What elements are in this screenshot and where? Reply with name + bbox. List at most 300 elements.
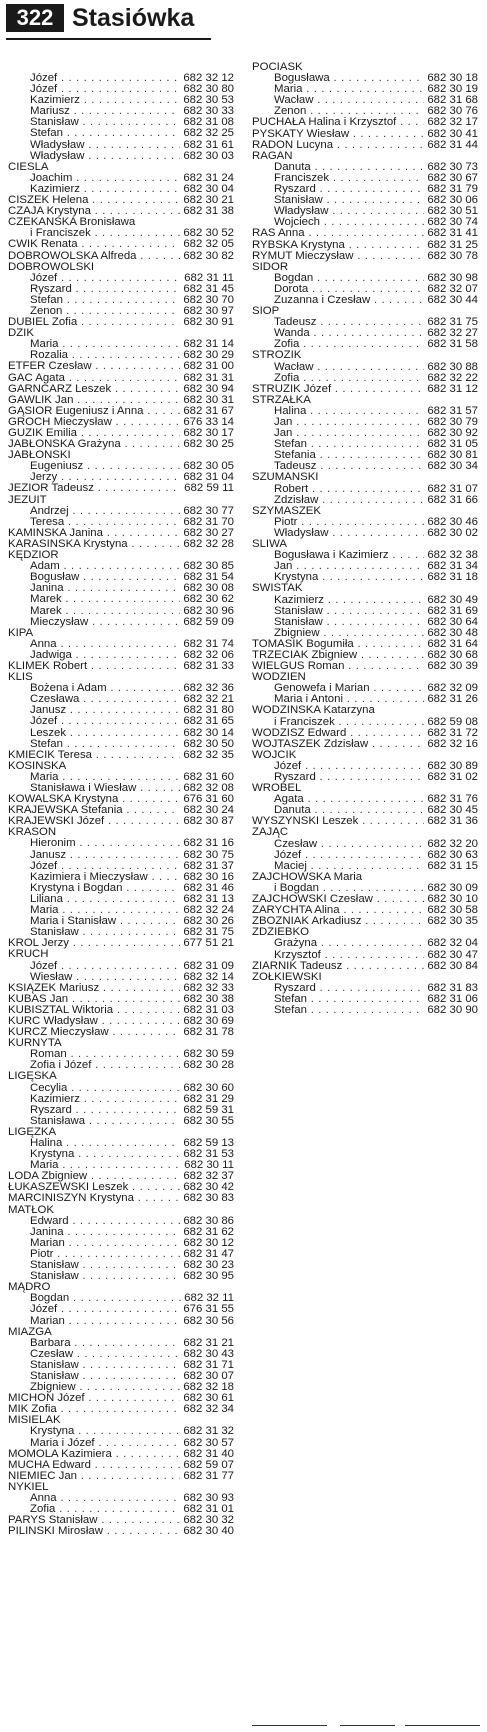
entry-phone: 682 31 53 <box>180 1149 234 1160</box>
entry-phone: 682 31 71 <box>180 1360 234 1371</box>
directory-entry <box>8 539 234 550</box>
entry-name: RYBSKA Krystyna . . . <box>252 240 478 251</box>
entry-phone: 682 31 06 <box>424 994 478 1005</box>
entry-name: ZARYCHTA Alina . . . <box>252 905 478 916</box>
entry-name: Wacław . . . <box>252 362 478 373</box>
surname-heading <box>252 472 478 483</box>
directory-entry <box>252 1005 478 1016</box>
entry-phone: 682 31 36 <box>424 816 478 827</box>
entry-name: CZAJA Krystyna . . . <box>8 206 234 217</box>
entry-phone: 682 30 18 <box>424 73 478 84</box>
entry-phone: 682 30 03 <box>180 151 234 162</box>
entry-name: MARCINISZYN Krystyna . . . <box>8 1193 234 1204</box>
directory-entry <box>8 439 234 450</box>
entry-phone: 682 32 04 <box>424 938 478 949</box>
entry-phone: 682 31 60 <box>180 772 234 783</box>
entry-name: Józef . . . <box>252 850 478 861</box>
entry-phone: 682 31 02 <box>424 772 478 783</box>
directory-entry <box>8 961 234 972</box>
directory-entry <box>252 950 478 961</box>
directory-entry <box>8 1083 234 1094</box>
entry-phone: 682 32 08 <box>180 783 234 794</box>
entry-name: KIPA <box>8 627 34 639</box>
directory-entry <box>8 1193 234 1204</box>
directory-entry <box>8 1438 234 1449</box>
directory-entry <box>8 838 234 849</box>
entry-phone: 682 31 21 <box>180 1338 234 1349</box>
entry-phone: 682 30 94 <box>180 384 234 395</box>
surname-heading <box>252 350 478 361</box>
entry-phone: 682 32 22 <box>424 373 478 384</box>
entry-phone: 682 30 35 <box>424 916 478 927</box>
entry-phone: 682 31 75 <box>180 927 234 938</box>
entry-phone: 682 30 12 <box>180 1238 234 1249</box>
directory-entry <box>252 938 478 949</box>
entry-name: JABŁOŃSKA Grażyna . . . <box>8 439 234 450</box>
footer-rule <box>405 1725 480 1726</box>
entry-name: DOBROWOLSKA Alfreda . . . <box>8 251 234 262</box>
entry-name: i Bogdan . . . <box>252 883 478 894</box>
entry-phone: 682 30 14 <box>180 728 234 739</box>
entry-name: Krzysztof . . . <box>252 950 478 961</box>
entry-name: ZAJCHOWSKI Czesław . . . <box>252 894 478 905</box>
entry-phone: 682 30 23 <box>180 1260 234 1271</box>
directory-entry <box>8 251 234 262</box>
entry-name: WYSZYŃSKI Leszek . . . <box>252 816 478 827</box>
entry-phone: 682 31 62 <box>180 1227 234 1238</box>
entry-name: Józef . . . <box>8 73 234 84</box>
entry-phone: 682 30 04 <box>180 184 234 195</box>
section-title: Stasiówka <box>72 4 195 32</box>
directory-entry <box>8 1426 234 1437</box>
entry-name: Rozalia . . . <box>8 350 234 361</box>
entry-name: Krystyna i Bogdan . . . <box>8 883 234 894</box>
entry-phone: 677 51 21 <box>180 938 234 949</box>
directory-entry <box>252 528 478 539</box>
entry-name: Zenon . . . <box>8 306 234 317</box>
entry-phone: 682 30 51 <box>424 206 478 217</box>
entry-name: KOSIŃSKA <box>8 760 67 772</box>
entry-name: Józef . . . <box>8 716 234 727</box>
entry-name: Liliana . . . <box>8 894 234 905</box>
directory-entry <box>8 373 234 384</box>
entry-name: Stefania . . . <box>252 450 478 461</box>
entry-name: WODZISZ Edward . . . <box>252 728 478 739</box>
entry-name: Zofia . . . <box>252 373 478 384</box>
entry-name: Kazimierz . . . <box>8 1094 234 1105</box>
entry-name: Janina . . . <box>8 1227 234 1238</box>
entry-name: Józef . . . <box>252 761 478 772</box>
entry-phone: 682 30 09 <box>424 883 478 894</box>
directory-entry <box>8 1404 234 1415</box>
entry-name: Czesława . . . <box>8 694 234 705</box>
entry-name: Zofia . . . <box>8 1504 234 1515</box>
entry-phone: 682 30 85 <box>180 561 234 572</box>
entry-name: Mieczysław . . . <box>8 617 234 628</box>
entry-name: DUBIEL Zofia . . . <box>8 317 234 328</box>
entry-name: SIOP <box>252 306 280 318</box>
entry-name: ZAJCHOWSKA Maria <box>252 871 363 883</box>
directory-entry <box>252 595 478 606</box>
entry-name: Edward . . . <box>8 1216 234 1227</box>
entry-name: Zofia i Józef . . . <box>8 1060 234 1071</box>
entry-name: Zbigniew . . . <box>8 1382 234 1393</box>
entry-name: Stanisław . . . <box>8 1271 234 1282</box>
entry-name: NYKIEL <box>8 1481 49 1493</box>
surname-heading <box>8 495 234 506</box>
entry-phone: 682 31 72 <box>424 728 478 739</box>
entry-name: POCIASK <box>252 62 303 73</box>
entry-name: ZBOŻNIAK Arkadiusz . . . <box>252 916 478 927</box>
entry-phone: 682 30 74 <box>424 217 478 228</box>
entry-name: Ryszard . . . <box>252 983 478 994</box>
entry-name: WOJTASZEK Zdzisław . . . <box>252 739 478 750</box>
entry-phone: 682 32 27 <box>424 328 478 339</box>
entry-name: DOBROWOLSKI <box>8 261 95 273</box>
entry-name: GUZIK Emilia . . . <box>8 428 234 439</box>
entry-phone: 682 30 49 <box>424 595 478 606</box>
entry-phone: 682 30 92 <box>424 428 478 439</box>
entry-name: Anna . . . <box>8 639 234 650</box>
entry-name: TRZECIAK Zbigniew . . . <box>252 650 478 661</box>
entry-name: Jan . . . <box>252 417 478 428</box>
directory-entry <box>8 317 234 328</box>
entry-name: WODZIEŃ <box>252 672 306 684</box>
directory-entry <box>8 617 234 628</box>
entry-phone: 682 31 07 <box>424 484 478 495</box>
entry-name: Tadeusz . . . <box>252 461 478 472</box>
entry-name: KRASOŃ <box>8 827 57 839</box>
entry-name: Krystyna . . . <box>8 1149 234 1160</box>
entry-name: CISZEK Helena . . . <box>8 195 234 206</box>
entry-phone: 682 30 63 <box>424 850 478 861</box>
entry-phone: 682 31 32 <box>180 1426 234 1437</box>
entry-name: Janusz . . . <box>8 705 234 716</box>
entry-name: JABŁOŃSKI <box>8 450 71 462</box>
entry-name: Dorota . . . <box>252 284 478 295</box>
entry-name: Kazimierz . . . <box>8 95 234 106</box>
entry-phone: 676 31 55 <box>180 1304 234 1315</box>
entry-name: MICHOŃ Józef . . . <box>8 1393 234 1404</box>
entry-phone: 682 31 29 <box>180 1094 234 1105</box>
entry-phone: 682 32 37 <box>180 1171 234 1182</box>
entry-name: Stanisław . . . <box>8 117 234 128</box>
directory-entry <box>8 1471 234 1482</box>
entry-name: Leszek . . . <box>8 728 234 739</box>
entry-name: Marian . . . <box>8 1316 234 1327</box>
entry-phone: 682 30 97 <box>180 306 234 317</box>
entry-phone: 682 30 17 <box>180 428 234 439</box>
entry-phone: 682 32 24 <box>180 905 234 916</box>
entry-phone: 682 31 00 <box>180 361 234 372</box>
entry-name: SZUMAŃSKI <box>252 472 319 484</box>
entry-phone: 682 30 73 <box>424 162 478 173</box>
entry-phone: 682 30 90 <box>424 1005 478 1016</box>
entry-phone: 682 31 66 <box>424 495 478 506</box>
entry-name: GAWLIK Jan . . . <box>8 395 234 406</box>
entry-name: Maria . . . <box>8 772 234 783</box>
entry-phone: 682 30 98 <box>424 273 478 284</box>
entry-name: Władysław . . . <box>8 151 234 162</box>
directory-entry <box>252 861 478 872</box>
entry-phone: 682 32 06 <box>180 650 234 661</box>
entry-name: Maria i Antoni . . . <box>252 694 478 705</box>
entry-phone: 682 32 07 <box>424 284 478 295</box>
entry-phone: 682 31 54 <box>180 572 234 583</box>
directory-entry <box>8 140 234 151</box>
entry-name: RYMUT Mieczysław . . . <box>252 251 478 262</box>
entry-phone: 682 31 80 <box>180 705 234 716</box>
entry-name: KMIECIK Teresa . . . <box>8 750 234 761</box>
entry-name: PUCHAŁA Halina i Krzysztof . . . <box>252 117 478 128</box>
entry-phone: 682 31 58 <box>424 339 478 350</box>
entry-name: Kazimierz . . . <box>252 595 478 606</box>
entry-phone: 682 32 34 <box>180 1404 234 1415</box>
entry-name: Janina . . . <box>8 583 234 594</box>
entry-phone: 682 31 83 <box>424 983 478 994</box>
entry-name: KRAJEWSKI Józef . . . <box>8 816 234 827</box>
entry-phone: 682 30 93 <box>180 1493 234 1504</box>
directory-entry <box>252 916 478 927</box>
directory-entry <box>252 961 478 972</box>
entry-phone: 682 30 82 <box>180 251 234 262</box>
entry-name: Robert . . . <box>252 484 478 495</box>
directory-entry <box>8 128 234 139</box>
entry-name: Jerzy . . . <box>8 472 234 483</box>
entry-phone: 682 30 83 <box>180 1193 234 1204</box>
entry-name: Wiesław . . . <box>8 972 234 983</box>
directory-entry <box>8 594 234 605</box>
entry-name: Bogdan . . . <box>252 273 478 284</box>
entry-name: KLIŚ <box>8 672 33 684</box>
entry-name: Józef . . . <box>8 961 234 972</box>
entry-name: Zuzanna i Czesław . . . <box>252 295 478 306</box>
entry-name: Bogusław . . . <box>8 572 234 583</box>
entry-name: RAGAN <box>252 150 293 162</box>
directory-entry <box>252 772 478 783</box>
entry-phone: 682 30 43 <box>180 1349 234 1360</box>
entry-name: KOWALSKA Krystyna . . . <box>8 794 234 805</box>
entry-phone: 682 30 44 <box>424 295 478 306</box>
entry-name: Stanisław . . . <box>8 1371 234 1382</box>
directory-entry <box>252 572 478 583</box>
entry-name: ŚLIWA <box>252 539 288 551</box>
entry-phone: 682 31 09 <box>180 961 234 972</box>
directory-entry <box>252 339 478 350</box>
directory-entry <box>252 140 478 151</box>
entry-name: KLIMEK Robert . . . <box>8 661 234 672</box>
entry-name: ŻÓŁKIEWSKI <box>252 971 322 983</box>
entry-name: i Franciszek . . . <box>252 717 478 728</box>
entry-name: Ryszard . . . <box>8 1105 234 1116</box>
entry-name: MIK Zofia . . . <box>8 1404 234 1415</box>
entry-name: SIDOR <box>252 261 289 273</box>
entry-name: Grażyna . . . <box>252 938 478 949</box>
surname-heading <box>8 1071 234 1082</box>
entry-name: Franciszek . . . <box>252 173 478 184</box>
surname-heading <box>252 583 478 594</box>
entry-name: Adam . . . <box>8 561 234 572</box>
entry-phone: 682 30 08 <box>180 583 234 594</box>
directory-entry <box>8 661 234 672</box>
entry-phone: 682 30 33 <box>180 106 234 117</box>
entry-name: Zbigniew . . . <box>252 628 478 639</box>
entry-name: Władysław . . . <box>252 206 478 217</box>
entry-phone: 682 31 64 <box>424 639 478 650</box>
entry-phone: 682 30 60 <box>180 1083 234 1094</box>
entry-name: Zofia . . . <box>252 339 478 350</box>
entry-phone: 682 31 25 <box>424 240 478 251</box>
entry-name: PILIŃSKI Mirosław . . . <box>8 1526 234 1537</box>
entry-phone: 682 59 11 <box>181 483 234 494</box>
entry-name: DZIK <box>8 328 34 340</box>
entry-name: Hieronim . . . <box>8 838 234 849</box>
directory-entry <box>8 1271 234 1282</box>
entry-name: JEZIOR Tadeusz . . . <box>8 483 234 494</box>
directory-entry <box>8 1116 234 1127</box>
entry-phone: 682 30 07 <box>180 1371 234 1382</box>
directory-entry <box>8 606 234 617</box>
entry-name: KURCZ Mieczysław . . . <box>8 1027 234 1038</box>
entry-phone: 682 31 40 <box>180 1449 234 1460</box>
entry-phone: 682 31 01 <box>180 1504 234 1515</box>
footer-rule <box>340 1725 395 1726</box>
entry-name: Maciej . . . <box>252 861 478 872</box>
entry-name: Piotr . . . <box>8 1249 234 1260</box>
directory-entry <box>8 206 234 217</box>
entry-name: MATŁOK <box>8 1204 54 1216</box>
entry-name: KĘDZIOR <box>8 550 59 562</box>
entry-phone: 682 30 76 <box>424 106 478 117</box>
entry-name: Genowefa i Marian . . . <box>252 683 478 694</box>
entry-name: Stefan . . . <box>8 128 234 139</box>
entry-name: Piotr . . . <box>252 517 478 528</box>
entry-phone: 682 31 05 <box>424 439 478 450</box>
entry-phone: 682 31 11 <box>181 273 234 284</box>
entry-phone: 682 31 15 <box>424 861 478 872</box>
entry-name: RADOŃ Lucyna . . . <box>252 140 478 151</box>
entry-name: Danuta . . . <box>252 162 478 173</box>
directory-entry <box>8 816 234 827</box>
entry-phone: 682 31 41 <box>424 228 478 239</box>
entry-name: MUCHA Edward . . . <box>8 1460 234 1471</box>
surname-heading <box>252 827 478 838</box>
entry-name: Ryszard . . . <box>252 184 478 195</box>
entry-phone: 682 32 38 <box>424 550 478 561</box>
directory-entry <box>252 251 478 262</box>
entry-phone: 682 30 62 <box>180 594 234 605</box>
entry-name: Stanisław . . . <box>252 617 478 628</box>
entry-phone: 682 31 14 <box>180 339 234 350</box>
entry-phone: 682 30 27 <box>180 528 234 539</box>
directory-entry <box>252 717 478 728</box>
entry-phone: 682 30 79 <box>424 417 478 428</box>
entry-phone: 682 30 69 <box>180 1016 234 1027</box>
entry-name: Eugeniusz . . . <box>8 461 234 472</box>
entry-phone: 682 30 78 <box>424 251 478 262</box>
directory-entry <box>252 129 478 140</box>
directory-entry <box>8 1526 234 1537</box>
entry-phone: 682 30 59 <box>180 1049 234 1060</box>
entry-phone: 682 30 11 <box>181 1160 234 1171</box>
directory-entry <box>8 361 234 372</box>
entry-phone: 682 30 19 <box>424 84 478 95</box>
entry-name: Stefan . . . <box>252 439 478 450</box>
entry-phone: 682 30 68 <box>424 650 478 661</box>
entry-name: Ryszard . . . <box>252 772 478 783</box>
entry-name: KURC Władysław . . . <box>8 1016 234 1027</box>
entry-phone: 676 31 60 <box>180 794 234 805</box>
entry-name: NIEMIEC Jan . . . <box>8 1471 234 1482</box>
entry-phone: 682 30 42 <box>180 1182 234 1193</box>
entry-name: Stanisław . . . <box>252 195 478 206</box>
directory-entry <box>8 483 234 494</box>
entry-phone: 682 59 31 <box>180 1105 234 1116</box>
entry-name: Stefan . . . <box>252 994 478 1005</box>
entry-phone: 682 30 64 <box>424 617 478 628</box>
entry-name: Stanisław . . . <box>8 1260 234 1271</box>
entry-name: Bogusława i Kazimierz . . . <box>252 550 478 561</box>
entry-name: Wanda . . . <box>252 328 478 339</box>
entry-name: KRÓL Jerzy . . . <box>8 938 234 949</box>
entry-name: Agata . . . <box>252 794 478 805</box>
page-header <box>6 4 216 34</box>
entry-name: Józef . . . <box>8 84 234 95</box>
entry-phone: 682 31 57 <box>424 406 478 417</box>
entry-phone: 682 30 56 <box>180 1316 234 1327</box>
entry-name: Cecylia . . . <box>8 1083 234 1094</box>
entry-phone: 676 33 14 <box>180 417 234 428</box>
entry-phone: 682 31 24 <box>180 173 234 184</box>
entry-name: Wacław . . . <box>252 95 478 106</box>
entry-phone: 682 31 16 <box>180 838 234 849</box>
entry-phone: 682 30 86 <box>180 1216 234 1227</box>
directory-entry <box>8 239 234 250</box>
directory-entry <box>252 461 478 472</box>
entry-name: KRAJEWSKA Stefania . . . <box>8 805 234 816</box>
entry-phone: 682 32 18 <box>180 1382 234 1393</box>
entry-name: i Franciszek . . . <box>8 228 234 239</box>
entry-name: GĄSIOR Eugeniusz i Anna . . . <box>8 406 234 417</box>
entry-name: LIGĘZKA <box>8 1126 57 1138</box>
entry-name: Bogdan . . . <box>8 1293 234 1304</box>
entry-phone: 682 31 65 <box>180 716 234 727</box>
entry-name: Władysław . . . <box>252 528 478 539</box>
entry-name: Maria . . . <box>8 905 234 916</box>
entry-phone: 682 30 87 <box>180 816 234 827</box>
entry-phone: 682 59 13 <box>180 1138 234 1149</box>
entry-phone: 682 32 16 <box>424 739 478 750</box>
entry-phone: 682 30 91 <box>180 317 234 328</box>
entry-name: KARASIŃSKA Krystyna . . . <box>8 539 234 550</box>
entry-name: MĄDRO <box>8 1282 51 1294</box>
entry-name: ZAJĄC <box>252 827 289 839</box>
entry-name: Stefan . . . <box>8 739 234 750</box>
entry-phone: 682 31 46 <box>180 883 234 894</box>
entry-phone: 682 31 67 <box>180 406 234 417</box>
directory-entry <box>252 739 478 750</box>
entry-phone: 682 30 50 <box>180 739 234 750</box>
entry-phone: 682 30 40 <box>180 1526 234 1537</box>
page-number: 322 <box>6 4 64 32</box>
entry-name: ZDZIEBKO <box>252 927 309 939</box>
directory-entry <box>252 661 478 672</box>
entry-name: Ryszard . . . <box>8 284 234 295</box>
entry-phone: 682 30 31 <box>180 395 234 406</box>
directory-entry <box>8 1060 234 1071</box>
directory-entry <box>8 850 234 861</box>
entry-name: Stanisław . . . <box>252 606 478 617</box>
